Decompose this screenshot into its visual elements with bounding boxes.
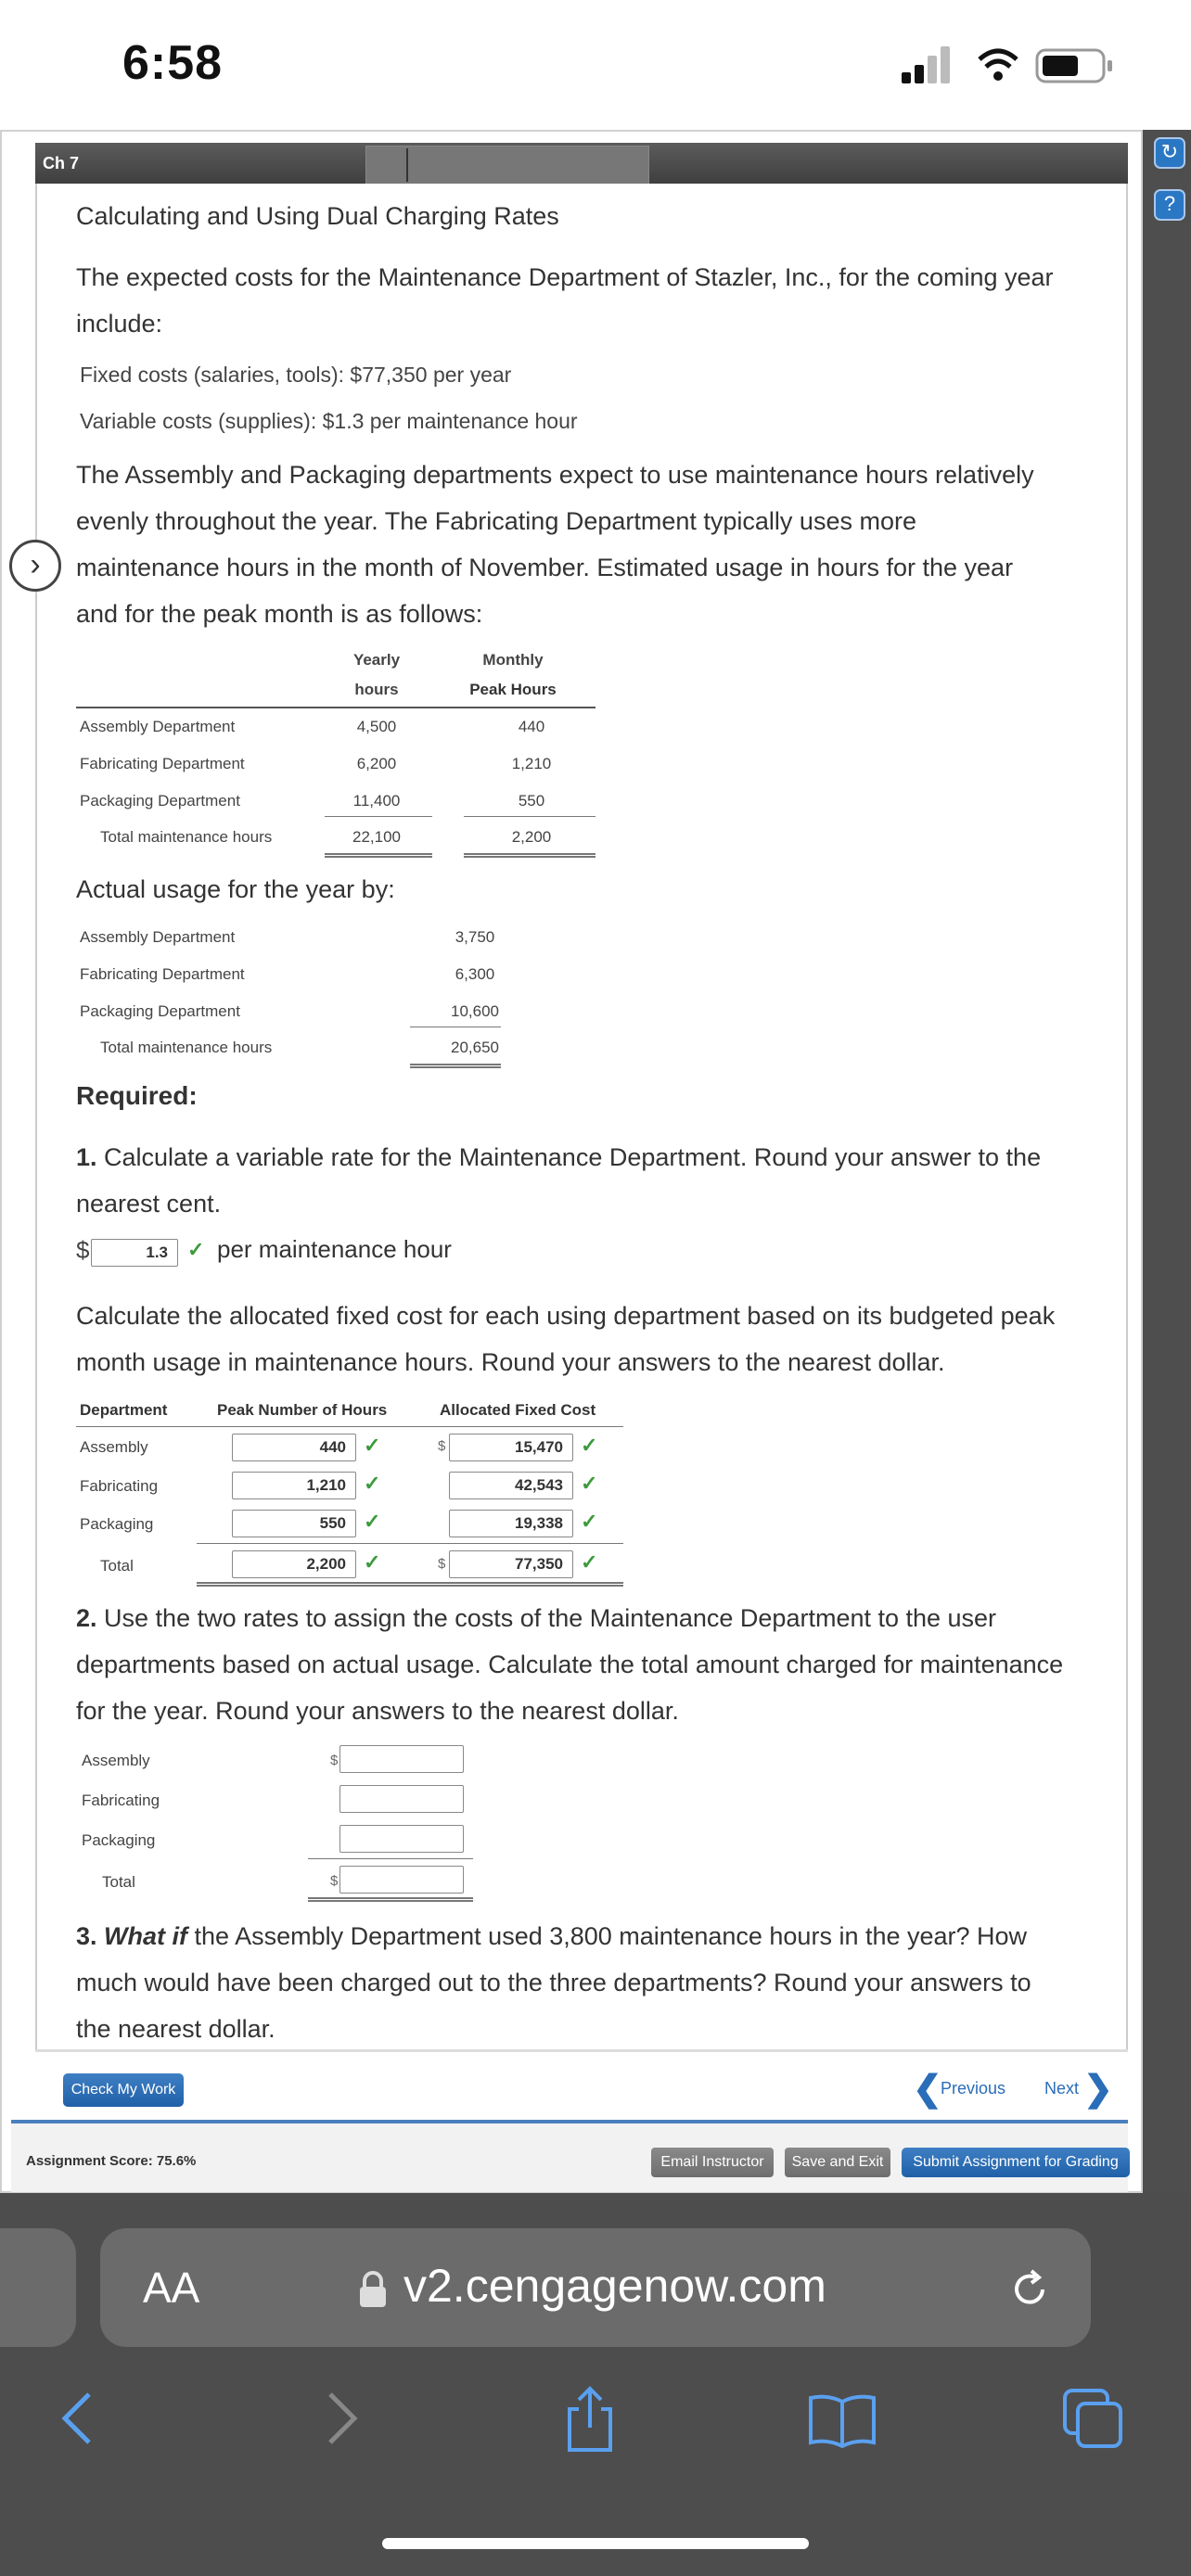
alloc-row-dept: Assembly [80, 1438, 148, 1456]
variable-rate-check-icon: ✓ [187, 1238, 205, 1261]
q2-subtotal-rule [308, 1858, 473, 1859]
usage-row-monthly: 440 [518, 718, 545, 735]
next-button[interactable]: Next [1044, 2079, 1080, 2098]
peak-check-icon: ✓ [364, 1472, 381, 1495]
q2-row-label: Packaging [82, 1831, 156, 1849]
url-text[interactable]: v2.cengagenow.com [403, 2260, 826, 2312]
q2-line-2: departments based on actual usage. Calculate the total amount charged for maintenance [76, 1651, 1064, 1678]
para2-line-4: and for the peak month is as follows: [76, 600, 483, 628]
q3-line-1 [76, 1913, 1027, 1959]
peak-check-icon: ✓ [364, 1550, 381, 1574]
actual-total-value: 20,650 [451, 1039, 499, 1056]
q2-number: 2. [76, 1604, 97, 1632]
expand-arrow-icon[interactable]: › [9, 540, 61, 592]
q2-total-double-rule [308, 1897, 473, 1902]
alloc-dollar: $ [438, 1556, 446, 1572]
back-icon[interactable] [58, 2391, 98, 2446]
actual-total-double-rule [410, 1064, 501, 1068]
col-monthly-header-1: Monthly [482, 651, 544, 669]
peak-check-icon: ✓ [364, 1510, 381, 1533]
variable-rate-input[interactable]: 1.3 [91, 1239, 178, 1267]
alloc-row-dept: Fabricating [80, 1477, 159, 1495]
actual-row-value: 3,750 [455, 928, 495, 946]
q2-total-label: Total [102, 1873, 135, 1891]
share-icon[interactable] [560, 2385, 620, 2455]
tabs-icon[interactable] [1061, 2387, 1126, 2452]
allocated-cost-input[interactable]: 15,470 [449, 1434, 573, 1461]
subtotal-rule-monthly [464, 816, 596, 817]
col-yearly-header-2: hours [354, 681, 399, 698]
alloc-subtotal-rule [197, 1543, 623, 1544]
q3-number: 3. [76, 1922, 97, 1950]
right-gutter [1143, 130, 1191, 2193]
q3-line-2: much would have been charged out to the three departments? Round your answers to [76, 1969, 1031, 1996]
fixed-alloc-line-2: month usage in maintenance hours. Round your answers to the nearest dollar. [76, 1348, 945, 1376]
para2-line-3: maintenance hours in the month of November. Estimated usage in hours for the year [76, 554, 1014, 581]
q2-dollar: $ [330, 1753, 339, 1768]
problem-title: Calculating and Using Dual Charging Rates [76, 202, 559, 230]
alloc-total-dept: Total [100, 1557, 134, 1575]
alloc-check-icon: ✓ [581, 1550, 598, 1574]
alloc-header-rule [76, 1426, 623, 1427]
home-indicator [382, 2538, 809, 2549]
usage-row-monthly: 550 [518, 792, 545, 810]
assignment-score: Assignment Score: 75.6% [26, 2153, 197, 2169]
previous-button[interactable]: Previous [941, 2079, 1006, 2098]
q1-text: Calculate a variable rate for the Maintenance Department. Round your answer to the [96, 1143, 1042, 1171]
col-yearly-header-1: Yearly [352, 651, 401, 669]
usage-total-yearly: 22,100 [352, 828, 401, 846]
usage-row-monthly: 1,210 [511, 755, 552, 772]
actual-heading: Actual usage for the year by: [76, 875, 395, 903]
q2-dollar: $ [330, 1873, 339, 1889]
save-and-exit-button[interactable]: Save and Exit [785, 2148, 890, 2177]
submit-assignment-button[interactable]: Submit Assignment for Grading [902, 2148, 1130, 2177]
q2-text: Use the two rates to assign the costs of the Maintenance Department to the user [96, 1604, 997, 1632]
q2-total-input[interactable] [339, 1866, 464, 1894]
alloc-check-icon: ✓ [581, 1472, 598, 1495]
q2-row-label: Fabricating [82, 1792, 160, 1809]
alloc-header-department: Department [80, 1401, 168, 1419]
q1-line-2: nearest cent. [76, 1190, 222, 1218]
bookmarks-icon[interactable] [807, 2392, 877, 2448]
fixed-costs-text: Fixed costs (salaries, tools): $77,350 per year [80, 363, 512, 387]
wifi-icon [976, 46, 1020, 83]
q2-line-1 [76, 1595, 996, 1641]
refresh-side-icon[interactable]: ↻ [1154, 137, 1185, 169]
actual-row-value: 6,300 [455, 965, 495, 983]
alloc-check-icon: ✓ [581, 1434, 598, 1457]
table-header-rule [76, 707, 596, 708]
q3-text: the Assembly Department used 3,800 maintenance hours in the year? How [187, 1922, 1028, 1950]
subtotal-rule-yearly [325, 816, 432, 817]
alloc-header-peak: Peak Number of Hours [217, 1401, 388, 1419]
total-double-rule-yearly [325, 853, 432, 858]
intro-line-1: The expected costs for the Maintenance Department of Stazler, Inc., for the coming year [76, 263, 1054, 291]
q2-assembly-input[interactable] [339, 1745, 464, 1773]
q1-unit: per maintenance hour [217, 1235, 452, 1263]
q3-emphasis: What if [104, 1922, 188, 1950]
peak-hours-total-input[interactable]: 2,200 [232, 1550, 356, 1578]
q2-line-3: for the year. Round your answers to the nearest dollar. [76, 1697, 679, 1725]
previous-tab-pill[interactable] [0, 2228, 76, 2347]
q1-line-1 [76, 1134, 1041, 1180]
q2-packaging-input[interactable] [339, 1825, 464, 1853]
actual-row-label: Packaging Department [80, 1002, 240, 1020]
alloc-total-double-rule [197, 1582, 623, 1587]
para2-line-2: evenly throughout the year. The Fabricating Department typically uses more [76, 507, 916, 535]
q2-row-label: Assembly [82, 1752, 150, 1769]
required-heading: Required: [76, 1081, 198, 1110]
usage-row-yearly: 6,200 [356, 755, 397, 772]
q2-fabricating-input[interactable] [339, 1785, 464, 1813]
usage-total-monthly: 2,200 [511, 828, 552, 846]
alloc-dollar: $ [438, 1438, 446, 1454]
previous-chevron-icon[interactable]: ❮ [913, 2070, 942, 2109]
q1-dollar: $ [76, 1236, 90, 1264]
usage-total-label: Total maintenance hours [100, 828, 273, 846]
help-icon[interactable]: ? [1154, 189, 1185, 221]
col-monthly-header-2: Peak Hours [469, 681, 557, 698]
intro-line-2: include: [76, 310, 163, 338]
allocated-cost-total-input[interactable]: 77,350 [449, 1550, 573, 1578]
signal-icon [902, 46, 957, 85]
email-instructor-button[interactable]: Email Instructor [651, 2148, 774, 2177]
usage-row-label: Assembly Department [80, 718, 236, 735]
reload-icon[interactable] [1007, 2266, 1054, 2313]
reader-settings-button[interactable]: AA [143, 2264, 200, 2312]
chapter-tab-divider [406, 148, 408, 182]
q3-line-3: the nearest dollar. [76, 2015, 275, 2043]
actual-row-value: 10,600 [451, 1002, 499, 1020]
usage-row-yearly: 11,400 [352, 792, 401, 810]
peak-hours-input[interactable]: 550 [232, 1510, 356, 1537]
fixed-alloc-line-1: Calculate the allocated fixed cost for each using department based on its budgeted peak [76, 1302, 1056, 1330]
alloc-row-dept: Packaging [80, 1515, 154, 1533]
actual-total-label: Total maintenance hours [100, 1039, 273, 1056]
usage-row-label: Packaging Department [80, 792, 240, 810]
next-chevron-icon[interactable]: ❯ [1083, 2070, 1113, 2109]
q1-number: 1. [76, 1143, 97, 1171]
actual-row-label: Assembly Department [80, 928, 236, 946]
usage-row-yearly: 4,500 [356, 718, 397, 735]
para2-line-1: The Assembly and Packaging departments expect to use maintenance hours relatively [76, 461, 1034, 489]
forward-icon[interactable] [321, 2391, 362, 2446]
status-time: 6:58 [122, 36, 224, 90]
variable-costs-text: Variable costs (supplies): $1.3 per maintenance hour [80, 409, 578, 433]
total-double-rule-monthly [464, 853, 596, 858]
peak-hours-input[interactable]: 440 [232, 1434, 356, 1461]
alloc-header-allocated: Allocated Fixed Cost [440, 1401, 596, 1419]
allocated-cost-input[interactable]: 42,543 [449, 1472, 573, 1499]
allocated-cost-input[interactable]: 19,338 [449, 1510, 573, 1537]
usage-row-label: Fabricating Department [80, 755, 245, 772]
lock-icon [357, 2270, 389, 2309]
peak-check-icon: ✓ [364, 1434, 381, 1457]
battery-icon [1035, 46, 1115, 85]
chapter-label: Ch 7 [43, 154, 80, 172]
alloc-check-icon: ✓ [581, 1510, 598, 1533]
check-my-work-button[interactable]: Check My Work [63, 2073, 184, 2107]
actual-row-label: Fabricating Department [80, 965, 245, 983]
peak-hours-input[interactable]: 1,210 [232, 1472, 356, 1499]
